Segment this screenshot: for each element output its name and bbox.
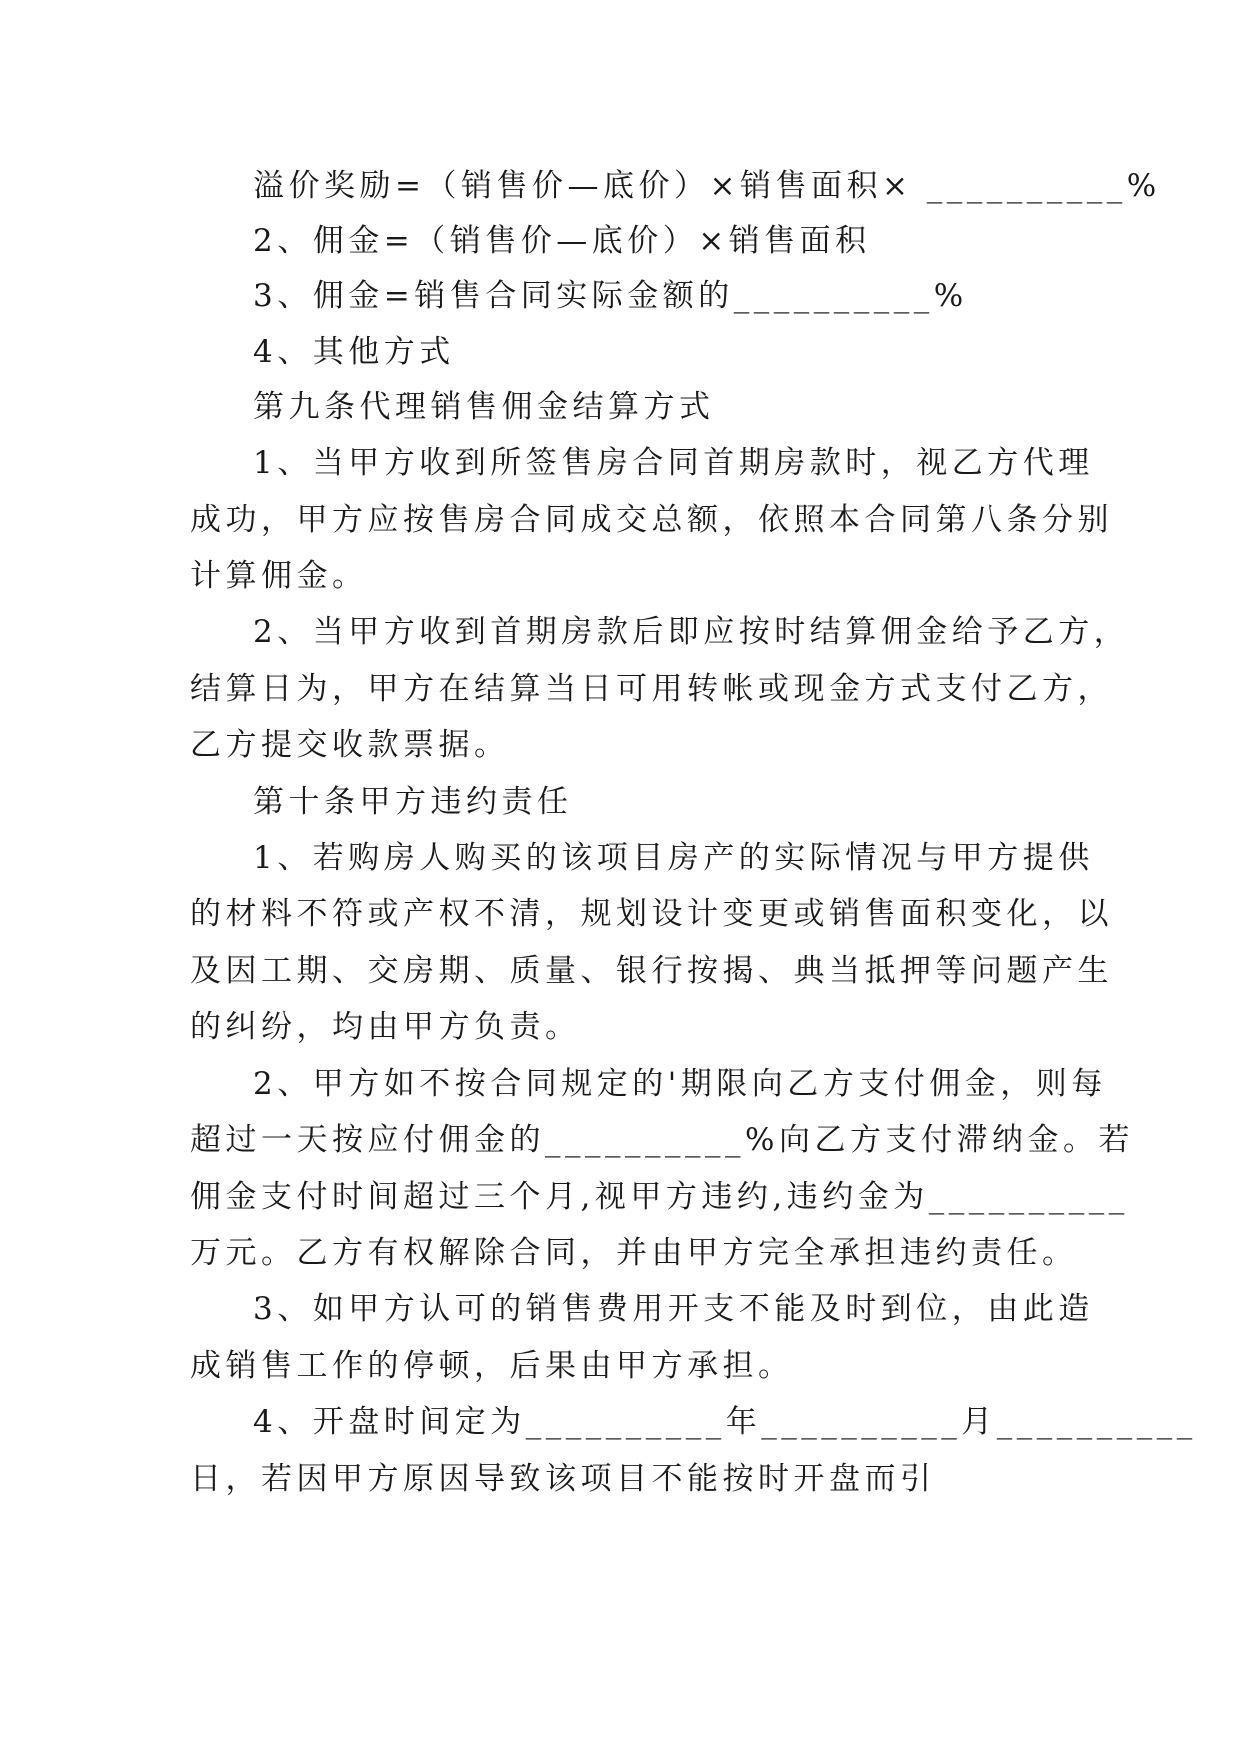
text-line: 3、如甲方认可的销售费用开支不能及时到位，由此造 — [253, 1291, 1094, 1327]
text-line: 2、甲方如不按合同规定的'期限向乙方支付佣金，则每 — [253, 1066, 1107, 1102]
text-line: 佣金支付时间超过三个月,视甲方违约,违约金为__________ — [190, 1179, 1129, 1215]
text-line: 成功，甲方应按售房合同成交总额，依照本合同第八条分别 — [190, 502, 1113, 538]
text-line: 2、当甲方收到首期房款后即应按时结算佣金给予乙方， — [253, 614, 1130, 650]
text-line: 及因工期、交房期、质量、银行按揭、典当抵押等问题产生 — [190, 953, 1113, 989]
text-line: 超过一天按应付佣金的__________%向乙方支付滞纳金。若 — [190, 1122, 1134, 1158]
text-line: 的材料不符或产权不清，规划设计变更或销售面积变化，以 — [190, 896, 1113, 932]
text-line: 的纠纷，均由甲方负责。 — [190, 1009, 581, 1045]
text-line: 日，若因甲方原因导致该项目不能按时开盘而引 — [190, 1461, 936, 1497]
text-line: 乙方提交收款票据。 — [190, 727, 510, 763]
text-line: 万元。乙方有权解除合同，并由甲方完全承担违约责任。 — [190, 1235, 1078, 1271]
text-line: 溢价奖励=（销售价—底价）×销售面积× __________% — [253, 168, 1161, 204]
text-line: 成销售工作的停顿，后果由甲方承担。 — [190, 1348, 794, 1384]
text-line: 结算日为，甲方在结算当日可用转帐或现金方式支付乙方， — [190, 671, 1113, 707]
section-heading: 第九条代理销售佣金结算方式 — [253, 389, 715, 425]
text-line: 3、佣金=销售合同实际金额的__________% — [253, 278, 968, 314]
text-line: 1、当甲方收到所签售房合同首期房款时，视乙方代理 — [253, 445, 1094, 481]
text-line: 2、佣金=（销售价—底价）×销售面积 — [253, 223, 871, 259]
text-line: 1、若购房人购买的该项目房产的实际情况与甲方提供 — [253, 840, 1094, 876]
section-heading: 第十条甲方违约责任 — [253, 784, 573, 820]
text-line: 4、其他方式 — [253, 334, 455, 370]
text-line: 计算佣金。 — [190, 558, 368, 594]
text-line: 4、开盘时间定为__________年__________月__________ — [253, 1404, 1197, 1440]
